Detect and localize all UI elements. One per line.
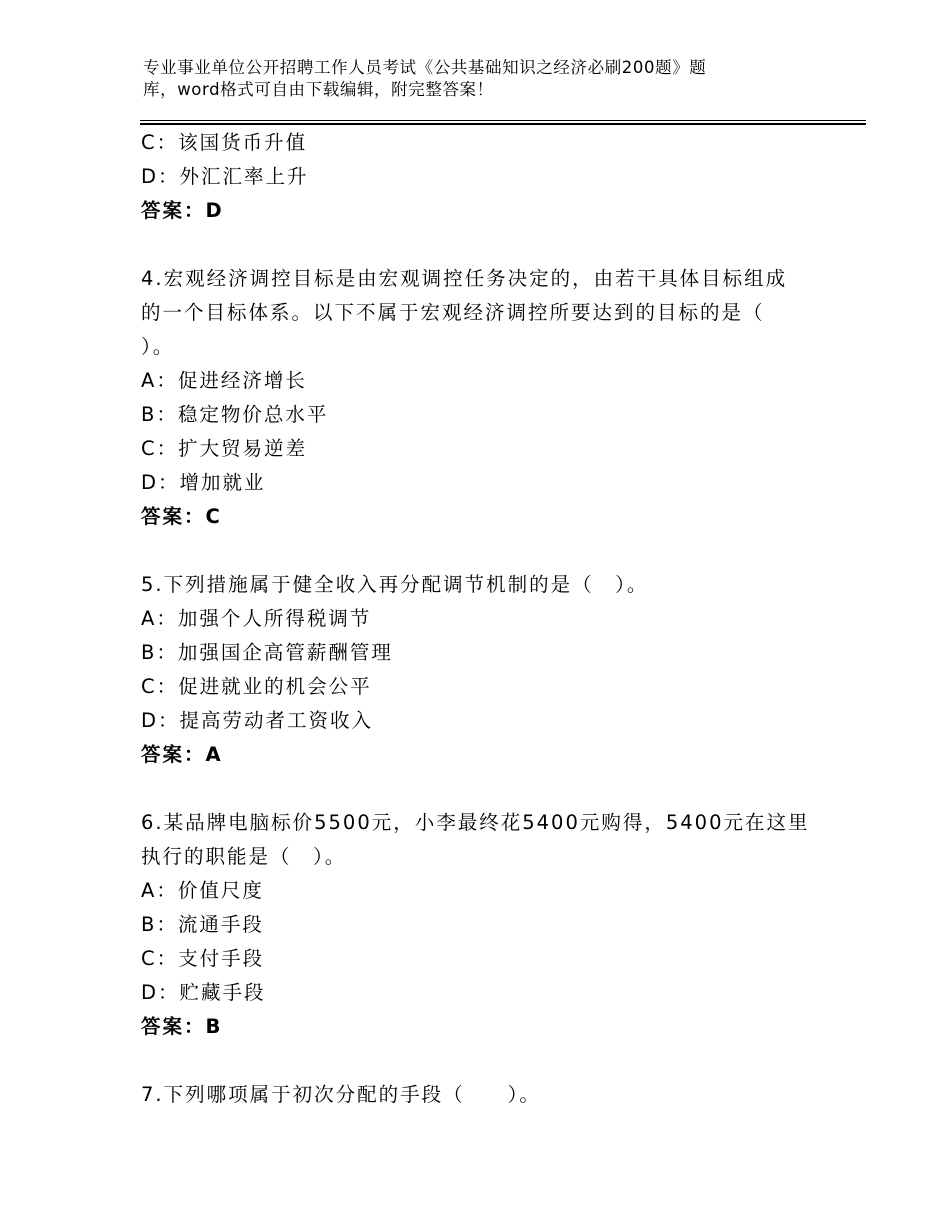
spacer: [141, 534, 821, 568]
answer: 答案：A: [141, 743, 223, 766]
question-4: [141, 262, 821, 534]
option-d: D：增加就业: [141, 471, 266, 494]
option-a: A：加强个人所得税调节: [141, 607, 372, 630]
question-stem: ）。: [141, 335, 175, 358]
spacer: [141, 228, 821, 262]
question-stem: 7.下列哪项属于初次分配的手段（ ）。: [141, 1083, 541, 1106]
header-divider: [140, 120, 866, 125]
question-stem: 6.某品牌电脑标价5500元，小李最终花5400元购得，5400元在这里: [141, 811, 810, 834]
question-stem: 5.下列措施属于健全收入再分配调节机制的是（ ）。: [141, 573, 649, 596]
option-c: C：该国货币升值: [141, 131, 308, 154]
option-a: A：促进经济增长: [141, 369, 307, 392]
answer: 答案：B: [141, 1015, 223, 1038]
page-header: [143, 57, 783, 101]
answer: 答案：C: [141, 505, 222, 528]
question-stem: 的一个目标体系。以下不属于宏观经济调控所要达到的目标的是（: [141, 301, 765, 324]
question-stem: 4.宏观经济调控目标是由宏观调控任务决定的，由若干具体目标组成: [141, 267, 788, 290]
option-b: B：加强国企高管薪酬管理: [141, 641, 393, 664]
question-7: [141, 1078, 821, 1112]
option-b: B：稳定物价总水平: [141, 403, 329, 426]
option-d: D：贮藏手段: [141, 981, 266, 1004]
question-3-tail: [141, 126, 821, 228]
option-d: D：提高劳动者工资收入: [141, 709, 374, 732]
spacer: [141, 772, 821, 806]
question-6: [141, 806, 821, 1044]
option-c: C：支付手段: [141, 947, 265, 970]
option-c: C：扩大贸易逆差: [141, 437, 308, 460]
question-stem: 执行的职能是（ ）。: [141, 845, 347, 868]
option-d: D：外汇汇率上升: [141, 165, 309, 188]
option-a: A：价值尺度: [141, 879, 264, 902]
document-body: [141, 126, 821, 1112]
option-c: C：促进就业的机会公平: [141, 675, 372, 698]
spacer: [141, 1044, 821, 1078]
answer: 答案：D: [141, 199, 224, 222]
option-b: B：流通手段: [141, 913, 264, 936]
header-title-line-1: 专业事业单位公开招聘工作人员考试《公共基础知识之经济必刷200题》题: [143, 58, 707, 77]
question-5: [141, 568, 821, 772]
header-title-line-2: 库，word格式可自由下载编辑，附完整答案！: [143, 80, 494, 99]
